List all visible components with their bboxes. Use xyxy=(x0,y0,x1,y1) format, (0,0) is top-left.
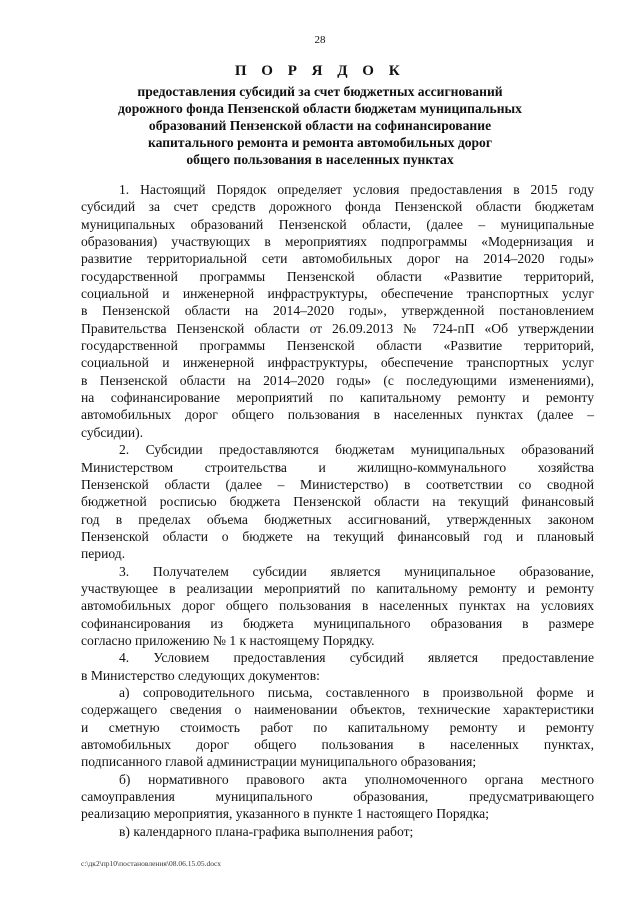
text-line: субсидий за счет средств дорожного фонда Пензенской области бюджетам xyxy=(81,199,594,215)
text-line: реализацию мероприятия, указанного в пункте 1 настоящего Порядка; xyxy=(81,806,489,822)
subtitle-line: капитального ремонта и ремонта автомобильных дорог xyxy=(147,135,493,150)
text-line: автомобильных дорог общего пользования в населенных пунктах (далее – xyxy=(81,407,594,423)
text-line: содержащего сведения о наименовании объектов, технические характеристики xyxy=(81,702,594,718)
text-line: государственной программы Пензенской области «Развитие территорий, xyxy=(81,268,594,284)
text-line: развитие территориальной сети автомобильных дорог на 2014–2020 годы» xyxy=(81,251,594,267)
footer-file-path: c:\дк2\пр10\постановления\08.06.15.05.docx xyxy=(81,859,222,868)
text-line: в Пензенской области на 2014–2020 годы» (с последующими изменениями), xyxy=(81,372,594,388)
subtitle-line: предоставления субсидий за счет бюджетных ассигнований xyxy=(137,84,503,99)
text-line: автомобильных дорог общего пользования в населенных пунктах, xyxy=(81,737,594,752)
text-line: подписанного главой администрации муниципального образования; xyxy=(81,754,477,770)
text-line: 1. Настоящий Порядок определяет условия предоставления в 2015 году xyxy=(119,182,594,197)
text-line: социальной и инженерной инфраструктуры, обеспечение транспортных услуг xyxy=(81,286,594,302)
text-line: б) нормативного правового акта уполномоченного органа местного xyxy=(119,771,594,787)
page-number: 28 xyxy=(314,34,326,46)
text-line: согласно приложению № 1 к настоящему Порядку. xyxy=(81,632,375,648)
text-line: 3. Получателем субсидии является муниципальное образование, xyxy=(119,563,594,579)
text-line: Правительства Пензенской области от 26.09.2013 № 724-пП «Об утверждении xyxy=(81,320,594,336)
text-line: Пензенской области (далее – Министерство) в соответствии со сводной xyxy=(81,476,594,492)
text-line: год в пределах объема бюджетных ассигнований, утвержденных законом xyxy=(81,511,594,527)
text-line: участвующее в реализации мероприятий по капитальному ремонту и ремонту xyxy=(81,580,594,596)
document-subtitle xyxy=(0,83,640,168)
text-line: социальной и инженерной инфраструктуры, обеспечение транспортных услуг xyxy=(81,355,594,371)
text-line: а) сопроводительного письма, составленного в произвольной форме и xyxy=(119,684,594,700)
subtitle-line: образований Пензенской области на софинансирование xyxy=(148,118,492,133)
text-line: бюджетной росписью бюджета Пензенской области на текущий финансовый xyxy=(81,494,594,510)
subtitle-line: общего пользования в населенных пунктах xyxy=(186,152,454,167)
text-line: на софинансирование мероприятий по капитальному ремонту и ремонту xyxy=(81,390,594,406)
text-line: государственной программы Пензенской области «Развитие территорий, xyxy=(81,338,594,354)
text-line: Пензенской области о бюджете на текущий финансовый год и плановый xyxy=(81,528,594,544)
text-line: автомобильных дорог общего пользования в населенных пунктах на условиях xyxy=(81,598,594,614)
text-line: самоуправления муниципального образования, предусматривающего xyxy=(81,789,594,805)
subtitle-line: дорожного фонда Пензенской области бюджетам муниципальных xyxy=(118,101,522,116)
text-line: период. xyxy=(81,546,126,562)
text-line: софинансирования из бюджета муниципального образования в размере xyxy=(81,615,594,631)
text-line: муниципальных образований Пензенской области, (далее – муниципальные xyxy=(81,216,594,232)
text-line: 2. Субсидии предоставляются бюджетам муниципальных образований xyxy=(119,442,594,458)
text-line: в) календарного плана-графика выполнения работ; xyxy=(119,823,414,839)
text-line: в Пензенской области на 2014–2020 годы», утвержденной постановлением xyxy=(81,303,594,319)
text-line: Министерством строительства и жилищно-коммунального хозяйства xyxy=(81,459,594,475)
document-body xyxy=(81,181,594,840)
text-line: в Министерство следующих документов: xyxy=(81,667,320,683)
text-line: 4. Условием предоставления субсидий является предоставление xyxy=(119,650,594,666)
text-line: субсидии). xyxy=(81,424,144,440)
text-line: и сметную стоимость работ по капитальному ремонту и ремонту xyxy=(81,719,594,735)
document-title: П О Р Я Д О К xyxy=(234,63,406,79)
text-line: образования) участвующих в мероприятиях подпрограммы «Модернизация и xyxy=(81,234,594,250)
